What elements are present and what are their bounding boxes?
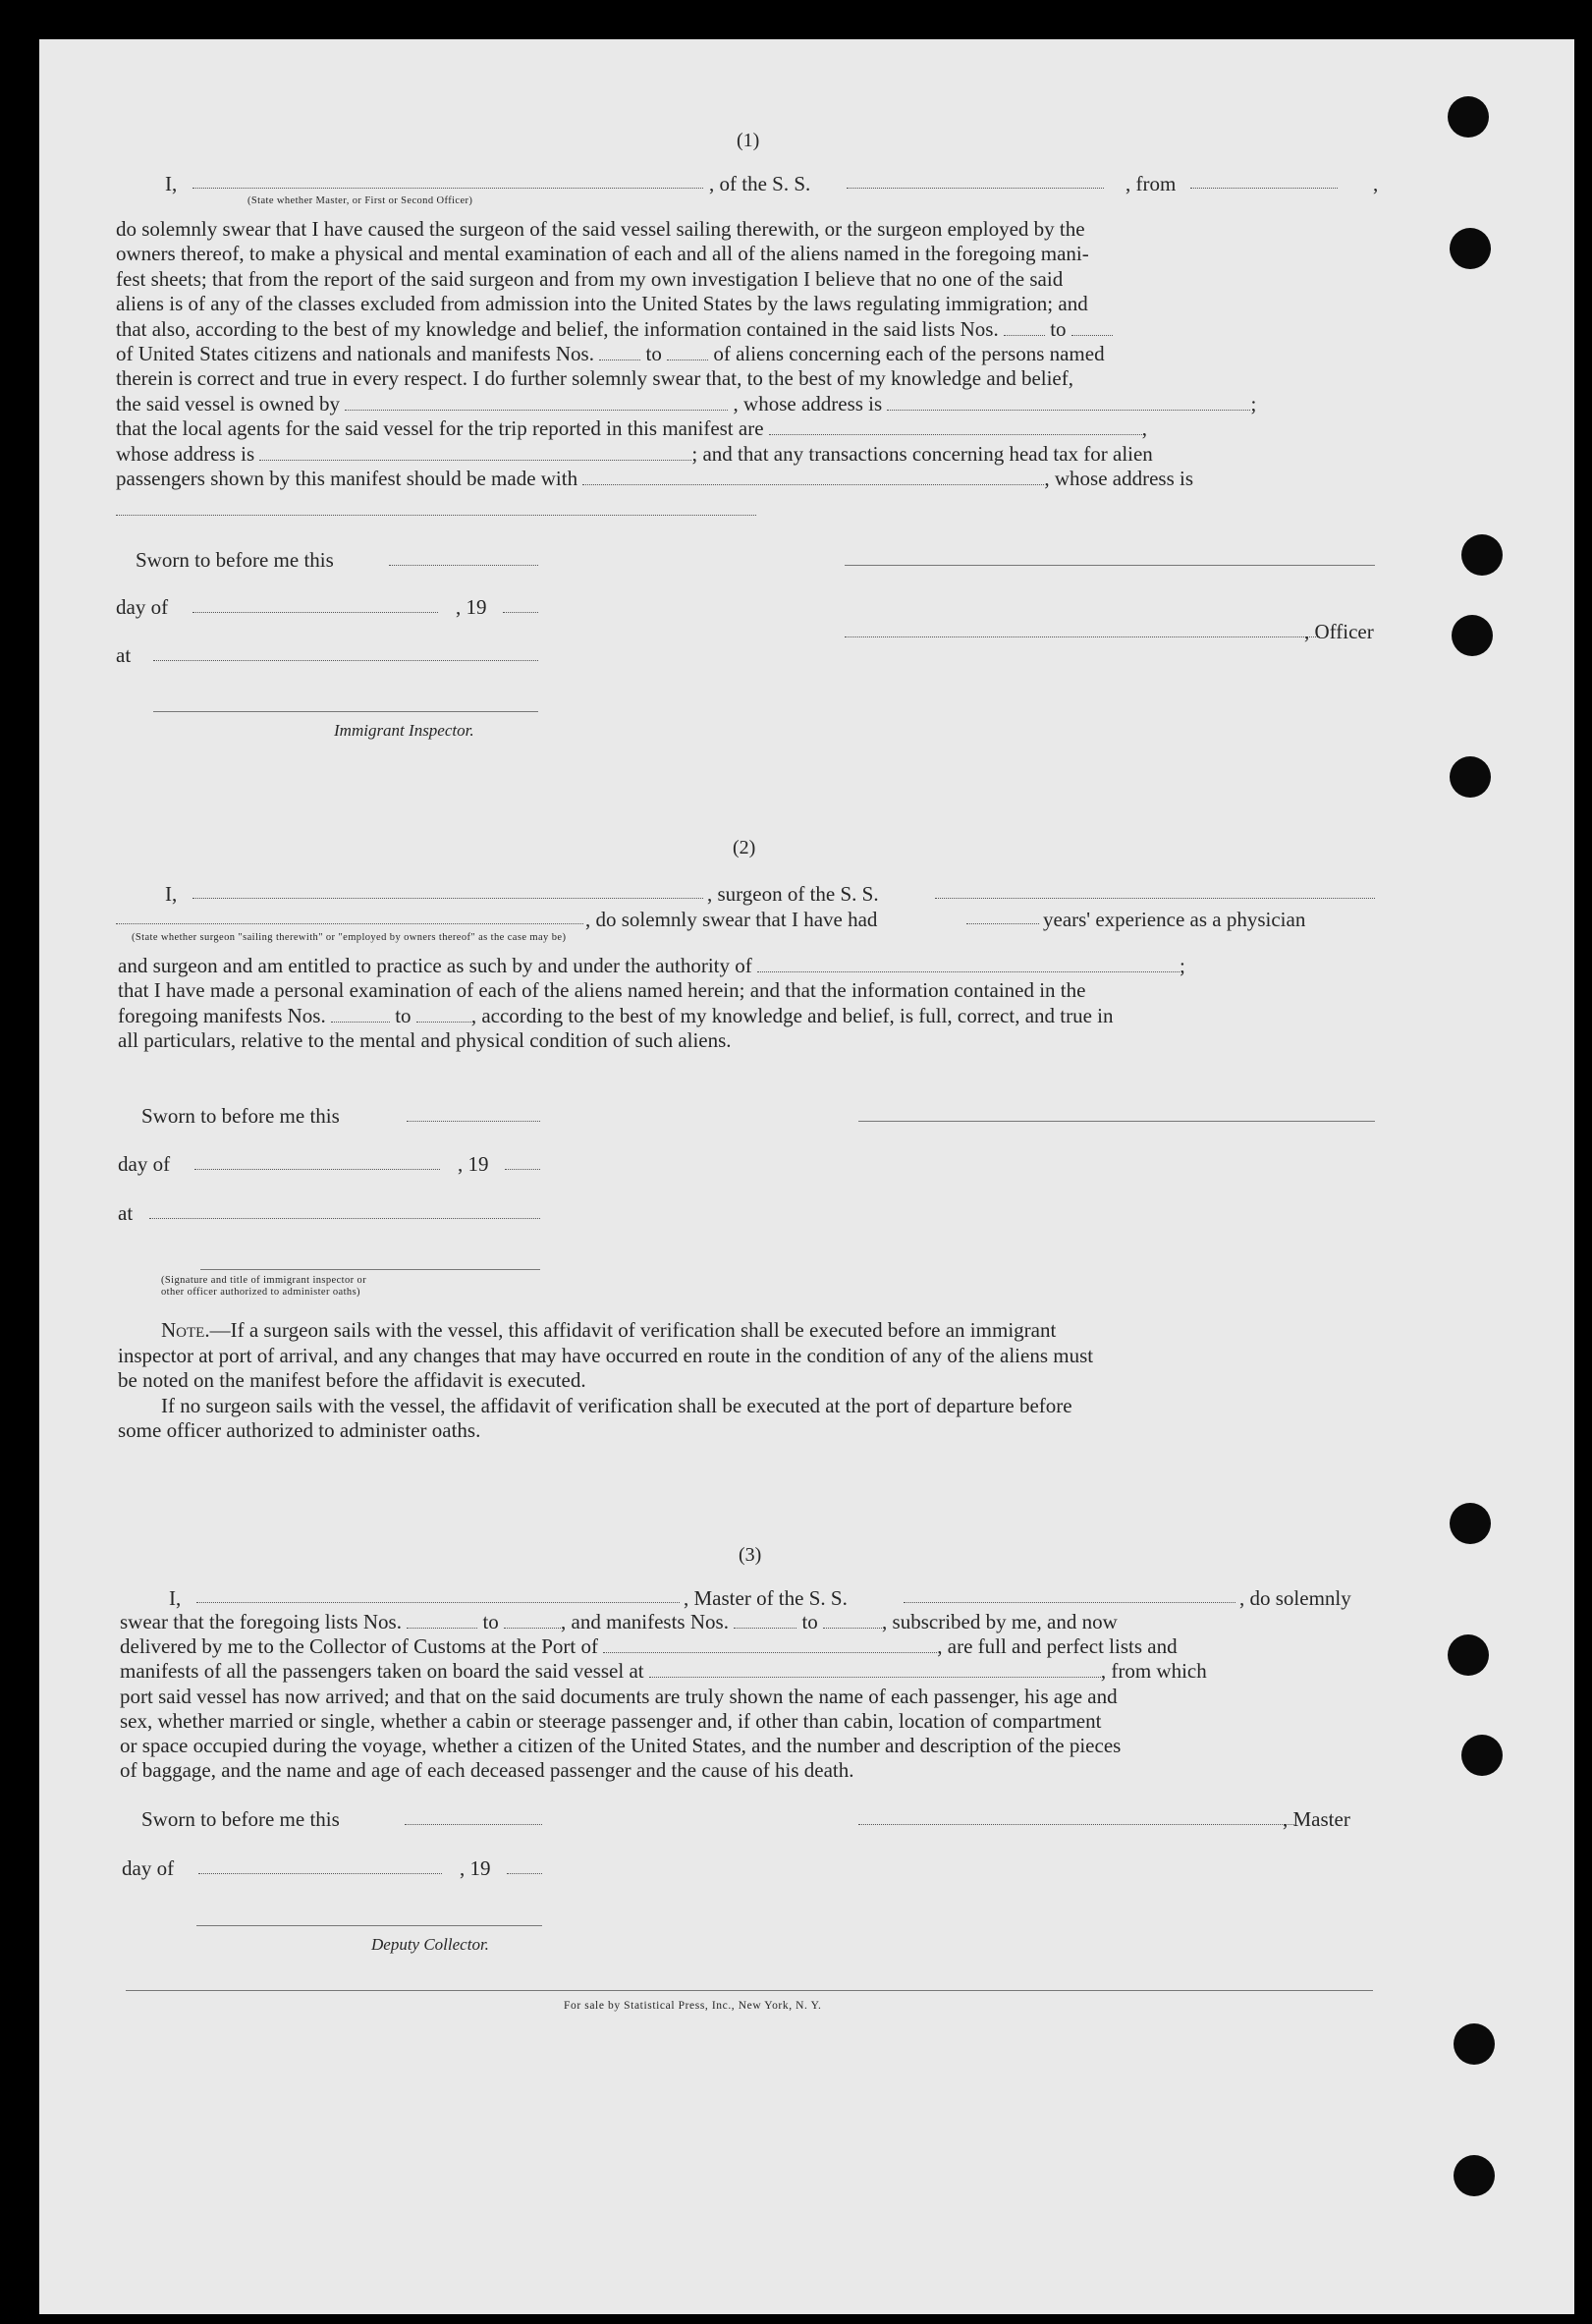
s2-at-field[interactable] [149, 1218, 540, 1219]
punch-hole [1452, 615, 1493, 656]
s3-i-label: I, [169, 1586, 182, 1610]
s2-note-line: be noted on the manifest before the affidavit is executed. [118, 1368, 586, 1392]
s1-name-field[interactable] [192, 188, 703, 189]
punch-hole [1450, 228, 1491, 269]
s2-dayof-label: day of [118, 1152, 171, 1176]
s3-manifest-from-field[interactable] [734, 1614, 796, 1629]
s1-officer-line[interactable] [845, 636, 1320, 637]
s1-at-field[interactable] [153, 660, 538, 661]
s1-line-text: , [1141, 416, 1148, 441]
s1-manifest-from-field[interactable] [599, 346, 640, 360]
s3-name-field[interactable] [196, 1602, 680, 1603]
s1-headtax-address-field[interactable] [116, 515, 756, 516]
s2-line: all particulars, relative to the mental and physical condition of such aliens. [118, 1028, 732, 1053]
punch-hole [1454, 2023, 1495, 2065]
s1-officer-hint: (State whether Master, or First or Second Officer) [247, 195, 473, 206]
s2-signature-hint-line: (Signature and title of immigrant inspector or [161, 1275, 367, 1286]
s1-signature-line[interactable] [845, 565, 1375, 566]
s2-at-label: at [118, 1201, 134, 1225]
s2-i-label: I, [165, 882, 178, 906]
s2-note-line: inspector at port of arrival, and any changes that may have occurred en route in the condition of any of the aliens must [118, 1343, 1094, 1367]
s1-line: do solemnly swear that I have caused the surgeon of the said vessel sailing therewith, or the surgeon employed by the [116, 217, 1085, 241]
s3-manifest-to-field[interactable] [823, 1614, 882, 1629]
s3-line: port said vessel has now arrived; and that on the said documents are truly shown the name of each passenger, his age and [120, 1684, 1118, 1708]
s1-year-field[interactable] [503, 612, 538, 613]
s1-ship-field[interactable] [847, 188, 1104, 189]
s3-line: of baggage, and the name and age of each deceased passenger and the cause of his death. [120, 1758, 854, 1783]
punch-hole [1461, 534, 1503, 576]
punch-hole [1450, 756, 1491, 798]
s2-note-line [118, 1318, 1377, 1344]
s2-ship-field[interactable] [935, 898, 1375, 899]
s1-line-text: to [645, 342, 662, 366]
s3-master-of-label: , Master of the S. S. [684, 1586, 848, 1610]
s2-note [118, 1318, 1377, 1444]
s1-from-field[interactable] [1190, 188, 1338, 189]
s1-manifest-to-field[interactable] [667, 346, 708, 360]
s3-line-text: to [482, 1610, 499, 1633]
s1-year-label: , 19 [456, 595, 487, 619]
s2-experience-label: years' experience as a physician [1043, 908, 1306, 931]
s1-line-text: , whose address is [733, 391, 883, 415]
s2-manifest-from-field[interactable] [331, 1008, 390, 1023]
s3-ship-field[interactable] [904, 1602, 1235, 1603]
s2-note-line: some officer authorized to administer oaths. [118, 1418, 481, 1442]
punch-hole [1450, 1503, 1491, 1544]
s3-line [120, 1659, 1377, 1684]
s2-signature-line[interactable] [858, 1121, 1375, 1122]
s3-dayof-label: day of [122, 1856, 175, 1880]
s1-of-ss-label: , of the S. S. [709, 172, 811, 195]
s3-lists-from-field[interactable] [407, 1614, 477, 1629]
s1-from-label: , from [1125, 172, 1177, 195]
s3-line [120, 1610, 1377, 1634]
s3-master-signature-line[interactable] [858, 1824, 1296, 1825]
s1-line-text: that the local agents for the said vessel for the trip reported in this manifest are [116, 416, 764, 441]
s1-inspector-label: Immigrant Inspector. [334, 721, 474, 740]
s3-sworn-label: Sworn to before me this [141, 1807, 340, 1831]
s1-agents-address-field[interactable] [259, 446, 691, 461]
s1-line [116, 342, 1375, 366]
punch-hole [1448, 1634, 1489, 1676]
s2-inspector-line[interactable] [200, 1269, 540, 1270]
s3-year-label: , 19 [460, 1856, 491, 1880]
s1-line-text: of aliens concerning each of the persons named [713, 342, 1105, 366]
s2-line [118, 1004, 1375, 1028]
s2-line-text: , according to the best of my knowledge and belief, is full, correct, and true in [470, 1003, 1114, 1027]
s3-sworn-day-field[interactable] [405, 1824, 542, 1825]
s2-years-field[interactable] [966, 923, 1039, 924]
s3-collector-line[interactable] [196, 1925, 542, 1926]
s3-line: sex, whether married or single, whether a cabin or steerage passenger and, if other than cabin, location of compartment [120, 1708, 1102, 1733]
s2-authority-field[interactable] [757, 958, 1180, 972]
s2-name-field[interactable] [192, 898, 703, 899]
s2-line-text: ; [1180, 954, 1185, 977]
s2-line-text: and surgeon and am entitled to practice as such by and under the authority of [118, 954, 752, 977]
s1-dayof-label: day of [116, 595, 169, 619]
s1-line-text: the said vessel is owned by [116, 391, 341, 415]
s2-sworn-day-field[interactable] [407, 1121, 540, 1122]
s1-line-text: whose address is [116, 441, 255, 466]
s2-manifest-to-field[interactable] [416, 1008, 471, 1023]
s2-line-text: to [395, 1003, 412, 1027]
s1-at-label: at [116, 643, 132, 667]
s2-sworn-label: Sworn to before me this [141, 1104, 340, 1128]
s1-lists-from-field[interactable] [1004, 321, 1045, 336]
s1-line-text: to [1050, 316, 1067, 341]
s1-owner-field[interactable] [345, 396, 728, 411]
s2-role-hint: (State whether surgeon "sailing therewith" or "employed by owners thereof" as the case may be) [132, 932, 567, 943]
s2-year-field[interactable] [505, 1169, 540, 1170]
s1-line: owners thereof, to make a physical and mental examination of each and all of the aliens named in the foregoing mani- [116, 242, 1089, 266]
section-3-number: (3) [739, 1544, 762, 1566]
punch-hole [1454, 2155, 1495, 2196]
s1-line-text: of United States citizens and nationals and manifests Nos. [116, 342, 594, 366]
s1-comma: , [1373, 172, 1379, 195]
s3-oath-paragraph [120, 1610, 1377, 1783]
s1-line [116, 416, 1375, 441]
s1-line-text: that also, according to the best of my knowledge and belief, the information contained in the said lists Nos. [116, 316, 999, 341]
s3-month-field[interactable] [198, 1873, 442, 1874]
s2-signature-hint [161, 1275, 366, 1299]
s2-month-field[interactable] [194, 1169, 440, 1170]
s1-sworn-day-field[interactable] [389, 565, 538, 566]
s2-surgeon-label: , surgeon of the S. S. [707, 882, 879, 906]
s3-year-field[interactable] [507, 1873, 542, 1874]
s2-swear-label: , do solemnly swear that I have had [585, 908, 878, 931]
s1-officer-label: , Officer [1304, 620, 1374, 643]
s3-line-text: manifests of all the passengers taken on board the said vessel at [120, 1659, 644, 1684]
section-1-number: (1) [737, 130, 760, 151]
s1-inspector-line[interactable] [153, 711, 538, 712]
punch-hole [1461, 1735, 1503, 1776]
s1-oath-paragraph [116, 217, 1375, 491]
s1-owner-address-field[interactable] [887, 396, 1250, 411]
s1-line-text: ; and that any transactions concerning head tax for alien [691, 441, 1153, 466]
s1-agents-field[interactable] [769, 420, 1142, 435]
section-2-number: (2) [733, 837, 756, 858]
s2-signature-hint-line: other officer authorized to administer oaths) [161, 1287, 360, 1298]
s1-i-label: I, [165, 172, 178, 195]
s1-line [116, 392, 1375, 416]
s2-line [118, 954, 1375, 978]
s1-sworn-label: Sworn to before me this [136, 548, 334, 572]
s3-line-text: , subscribed by me, and now [882, 1610, 1118, 1633]
s1-line-text: passengers shown by this manifest should be made with [116, 467, 578, 491]
s1-headtax-party-field[interactable] [582, 470, 1044, 485]
s3-master-label: , Master [1283, 1807, 1350, 1831]
s1-line: fest sheets; that from the report of the said surgeon and from my own investigation I believe that no one of the said [116, 266, 1064, 291]
s2-note-line: If no surgeon sails with the vessel, the affidavit of verification shall be executed at the port of departure before [161, 1393, 1072, 1417]
s3-line: or space occupied during the voyage, whether a citizen of the United States, and the number and description of the pieces [120, 1734, 1122, 1758]
s3-lists-to-field[interactable] [504, 1614, 561, 1629]
s3-departure-port-field[interactable] [649, 1663, 1101, 1678]
s1-lists-to-field[interactable] [1071, 321, 1113, 336]
s1-line: aliens is of any of the classes excluded from admission into the United States by the laws regulating immigration; and [116, 292, 1088, 316]
s1-line [116, 467, 1375, 491]
s2-line: that I have made a personal examination of each of the aliens named herein; and that the information contained in the [118, 978, 1086, 1003]
s1-line [116, 442, 1375, 467]
s3-solemnly-label: , do solemnly [1239, 1586, 1351, 1610]
s2-oath-paragraph [118, 954, 1375, 1054]
s1-line-text: ; [1250, 391, 1257, 415]
s2-role-field[interactable] [116, 923, 583, 924]
s3-line-text: swear that the foregoing lists Nos. [120, 1610, 402, 1633]
s2-year-label: , 19 [458, 1152, 489, 1176]
printer-credit: For sale by Statistical Press, Inc., New York, N. Y. [564, 2000, 822, 2012]
s3-line-text: delivered by me to the Collector of Customs at the Port of [120, 1634, 598, 1659]
s2-note-text: —If a surgeon sails with the vessel, this affidavit of verification shall be executed before an immigrant [209, 1318, 1057, 1342]
s3-collector-label: Deputy Collector. [371, 1935, 489, 1954]
s3-line [120, 1634, 1377, 1659]
footer-divider [126, 1990, 1373, 1991]
s1-line: therein is correct and true in every respect. I do further solemnly swear that, to the best of my knowledge and belief, [116, 366, 1073, 391]
manifest-back-page [39, 39, 1574, 2314]
punch-hole [1448, 96, 1489, 138]
s3-port-field[interactable] [603, 1638, 937, 1653]
s2-line-text: foregoing manifests Nos. [118, 1003, 326, 1027]
s3-line-text: , are full and perfect lists and [937, 1634, 1178, 1659]
s1-month-field[interactable] [192, 612, 438, 613]
s2-note-label: Note. [161, 1318, 210, 1342]
s1-line [116, 317, 1375, 342]
s3-line-text: , and manifests Nos. [561, 1610, 729, 1633]
s3-line-text: to [801, 1610, 818, 1633]
s3-line-text: , from which [1100, 1659, 1207, 1684]
s1-line-text: , whose address is [1044, 467, 1194, 491]
